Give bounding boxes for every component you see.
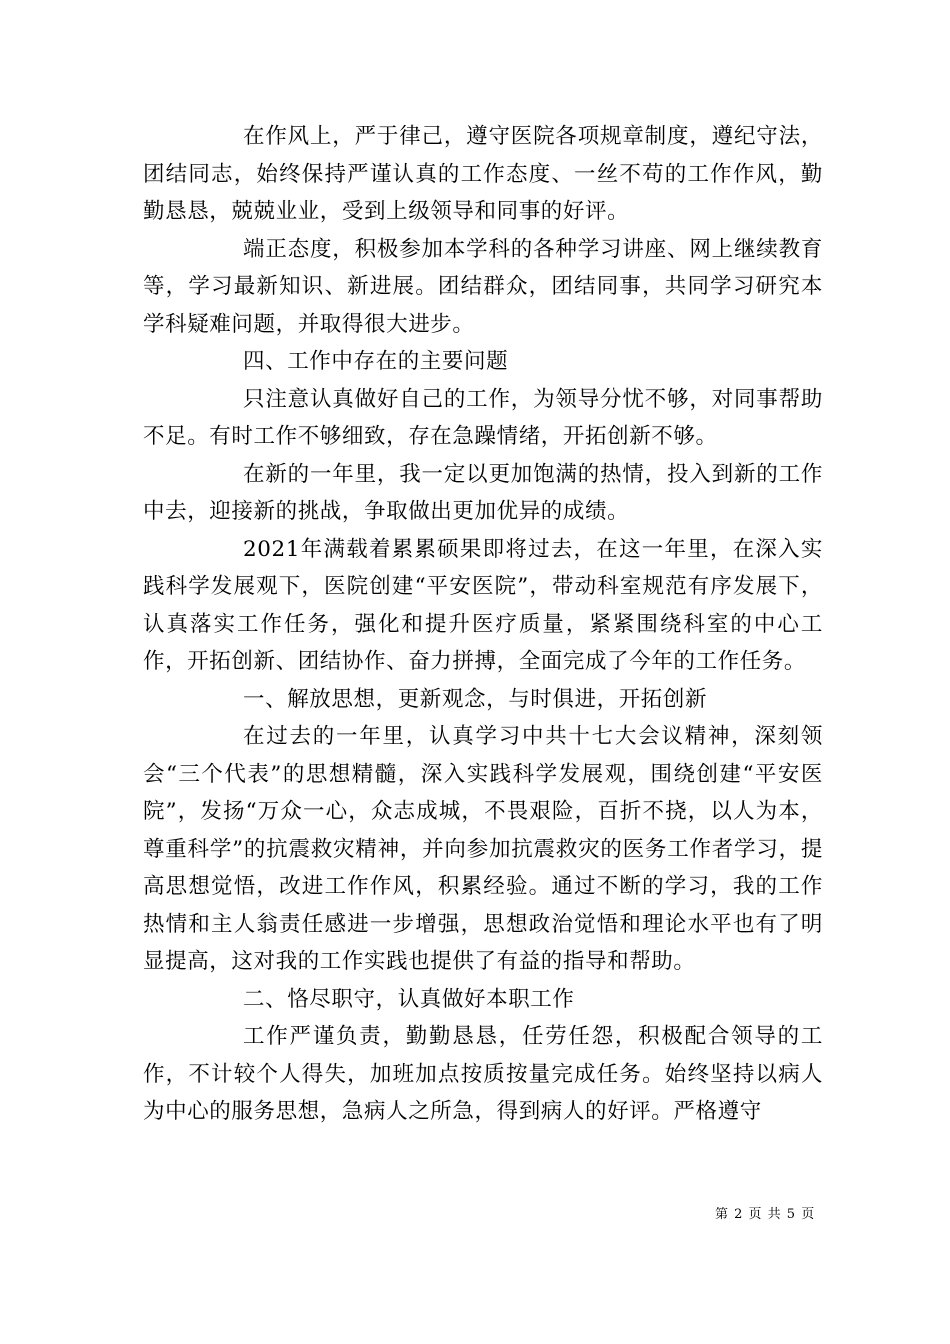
paragraph-study: 在过去的一年里，认真学习中共十七大会议精神，深刻领会“三个代表”的思想精髓，深入实践科学发展观，围绕创建“平安医院”，发扬“万众一心，众志成城，不畏艰险，百折不挠，以人为本，尊重科学”的抗震救灾精神，并向参加抗震救灾的医务工作者学习，提高思想觉悟，改进工作作风，积累经验。通过不断的学习，我的工作热情和主人翁责任感进一步增强，思想政治觉悟和理论水平也有了明显提高，这对我的工作实践也提供了有益的指导和帮助。 xyxy=(143,724,823,974)
paragraph-duty: 工作严谨负责，勤勤恳恳，任劳任怨，积极配合领导的工作，不计较个人得失，加班加点按质按量完成任务。始终坚持以病人为中心的服务思想，急病人之所急，得到病人的好评。严格遵守 xyxy=(143,1024,823,1124)
section-heading-emancipate: 一、解放思想，更新观念，与时俱进，开拓创新 xyxy=(243,686,708,712)
section-heading-problems: 四、工作中存在的主要问题 xyxy=(243,349,509,374)
paragraph-conduct: 在作风上，严于律己，遵守医院各项规章制度，遵纪守法，团结同志，始终保持严谨认真的工作态度、一丝不苟的工作作风，勤勤恳恳，兢兢业业，受到上级领导和同事的好评。 xyxy=(143,124,823,224)
paragraph-learning: 端正态度，积极参加本学科的各种学习讲座、网上继续教育等，学习最新知识、新进展。团结群众，团结同事，共同学习研究本学科疑难问题，并取得很大进步。 xyxy=(143,236,823,337)
document-body xyxy=(143,118,823,1131)
paragraph-problems: 只注意认真做好自己的工作，为领导分忧不够，对同事帮助不足。有时工作不够细致，存在急躁情绪，开拓创新不够。 xyxy=(143,386,823,449)
paragraph-new-year: 在新的一年里，我一定以更加饱满的热情，投入到新的工作中去，迎接新的挑战，争取做出更加优异的成绩。 xyxy=(143,461,823,524)
page-number-footer: 第 2 页 共 5 页 xyxy=(715,1207,816,1222)
paragraph-summary-2021: 2021年满载着累累硕果即将过去，在这一年里，在深入实践科学发展观下，医院创建“平安医院”，带动科室规范有序发展下，认真落实工作任务，强化和提升医疗质量，紧紧围绕科室的中心工作，开拓创新、团结协作、奋力拼搏，全面完成了今年的工作任务。 xyxy=(143,536,823,674)
section-heading-duty: 二、恪尽职守，认真做好本职工作 xyxy=(243,986,575,1012)
